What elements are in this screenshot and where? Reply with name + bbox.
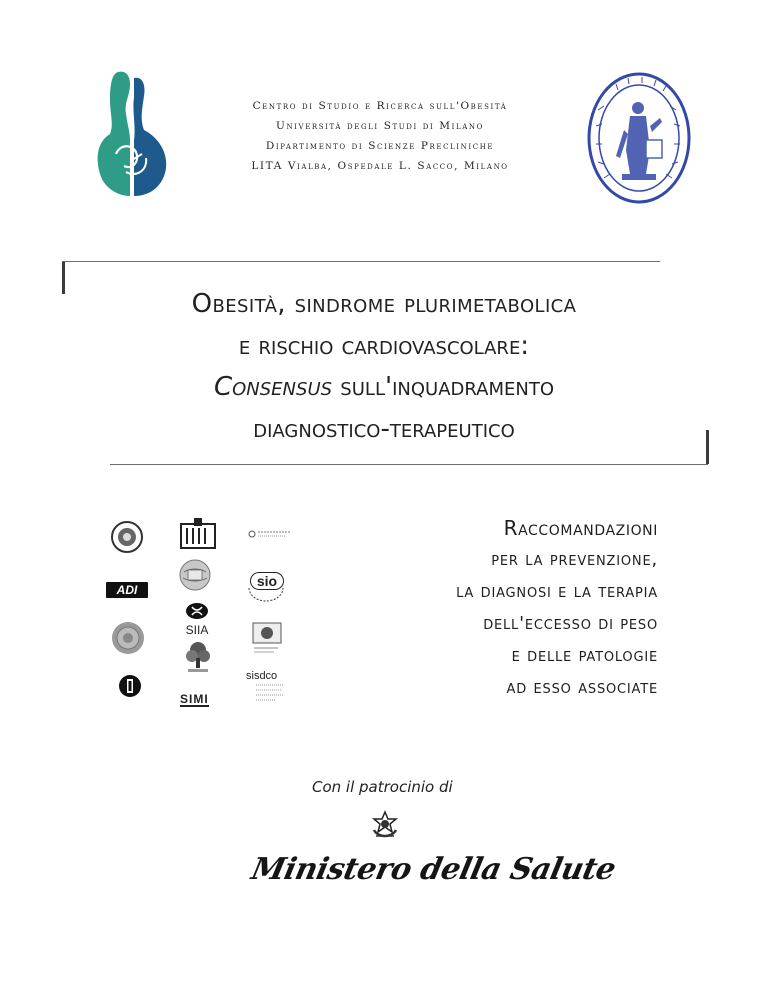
simi-logo-icon <box>180 688 209 707</box>
title-line-3-rest: sull'inquadramento <box>332 372 555 402</box>
society-seal-2-icon <box>110 620 146 660</box>
header-line-1: Centro di Studio e Ricerca sull'Obesità <box>252 100 508 112</box>
sio-logo-icon <box>246 572 286 602</box>
title-rule-top <box>62 261 660 262</box>
title-line-4: diagnostico-terapeutico <box>253 414 515 444</box>
sisdco-logo-icon <box>246 670 290 710</box>
adi-logo-icon <box>106 582 148 598</box>
society-seal-1-icon <box>110 520 144 558</box>
recommendations-line-5: ad esso associate <box>506 677 658 698</box>
document-title <box>80 282 688 450</box>
title-bar-right <box>706 430 709 464</box>
header-line-3: Dipartimento di Scienze Precliniche <box>265 140 495 152</box>
recommendations-line-2: la diagnosi e la terapia <box>456 581 658 602</box>
society-building-logo-icon <box>180 518 216 554</box>
society-logos <box>100 510 300 710</box>
patronage-label: Con il patrocinio di <box>312 778 453 796</box>
sisdco-logo-text: sisdco <box>246 670 278 682</box>
italian-republic-emblem-icon <box>370 810 400 846</box>
recommendations-line-3: dell'eccesso di peso <box>483 613 658 634</box>
simi-logo-text: SIMI <box>180 692 209 706</box>
recommendations-heading: Raccomandazioni <box>503 516 658 540</box>
title-bar-left <box>62 262 65 294</box>
society-small-print-logo-icon <box>248 526 292 545</box>
society-tree-logo-icon <box>184 640 212 678</box>
header-line-2: Università degli Studi di Milano <box>276 120 484 132</box>
siia-logo-icon <box>182 602 212 637</box>
siia-logo-text: SIIA <box>185 623 209 637</box>
society-emblem-icon <box>118 674 142 702</box>
recommendations-line-4: e delle patologie <box>511 645 658 666</box>
title-rule-bottom <box>110 464 708 465</box>
ministero-della-salute-wordmark: Ministero della Salute <box>248 852 619 887</box>
sio-logo-text: sio <box>250 572 284 590</box>
centro-obesita-logo-icon <box>96 70 168 200</box>
recommendations-line-1: per la prevenzione, <box>491 549 658 570</box>
title-line-3 <box>80 366 688 408</box>
society-square-logo-icon <box>252 622 282 660</box>
adi-logo-text: ADI <box>116 583 138 597</box>
society-globe-logo-icon <box>178 558 212 596</box>
title-line-1: Obesità, sindrome plurimetabolica <box>191 289 577 319</box>
header-line-4: LITA Vialba, Ospedale L. Sacco, Milano <box>251 160 509 172</box>
recommendations-block <box>456 512 658 704</box>
institution-header <box>190 96 570 176</box>
title-line-2: e rischio cardiovascolare: <box>238 331 530 361</box>
title-consensus: Consensus <box>213 372 333 402</box>
universita-milano-seal-icon <box>586 70 692 206</box>
